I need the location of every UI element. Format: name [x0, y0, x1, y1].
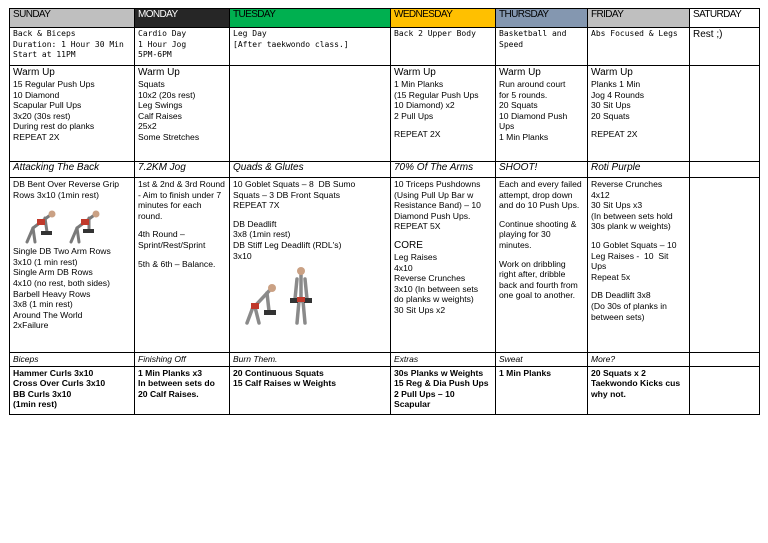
text-line: 1 Min Planks	[499, 131, 549, 142]
text-line: 1 Min Planks	[499, 367, 552, 378]
text-line: why not.	[591, 388, 626, 399]
text-line: DB Deadlift	[233, 218, 277, 229]
text-line: 5PM-6PM	[138, 50, 172, 60]
text-line: Diamond Push Ups.	[394, 210, 471, 221]
text-line: (1min rest)	[13, 399, 57, 410]
text-line: Scapular Pull Ups	[13, 100, 82, 111]
text-line: Planks 1 Min	[591, 79, 641, 89]
text-line: Ups	[499, 121, 515, 132]
text-line: (In between sets hold	[591, 210, 673, 221]
text-line: Work on dribbling right after, dribble back and fourth from one goal to another.	[499, 258, 581, 301]
header-row	[10, 9, 760, 28]
subsection-title-saturday	[690, 353, 760, 367]
text-line: Jog 4 Rounds	[591, 89, 645, 100]
text-line: (Using Pull Up Bar w	[394, 189, 474, 200]
section-title-thursday: SHOOT!	[496, 162, 588, 178]
saturday-warmup	[690, 66, 760, 162]
text-line: 20 Squats	[499, 100, 538, 111]
text-line: During rest do planks	[13, 121, 95, 132]
warmup-heading: Warm Up	[499, 67, 541, 78]
overview-row	[10, 28, 760, 66]
section-title-saturday	[690, 162, 760, 178]
text-line: 10x2 (20s rest)	[138, 89, 196, 100]
sunday-finisher	[10, 366, 135, 414]
text-line: Single Arm DB Rows	[13, 267, 93, 278]
friday-main	[588, 178, 690, 353]
text-line: REPEAT 2X	[13, 131, 60, 142]
tuesday-overview	[230, 28, 391, 66]
text-line: 4x12	[591, 189, 610, 200]
text-line: 1st & 2nd & 3rd Round - Aim to finish under 7 minutes for each round.	[138, 179, 228, 221]
text-line: 20 Squats x 2	[591, 367, 646, 378]
text-line: Taekwondo Kicks cus	[591, 378, 681, 389]
text-line: Back & Biceps	[13, 29, 76, 38]
text-line: 15 Regular Push Ups	[13, 79, 95, 89]
blank-line	[591, 232, 686, 240]
text-line: 30s plank w weights)	[591, 221, 671, 232]
text-line: 15 Reg & Dia Push Ups	[394, 378, 489, 389]
text-line: Reverse Crunches	[591, 179, 663, 189]
thursday-overview	[496, 28, 588, 66]
header-sunday: SUNDAY	[10, 9, 135, 28]
monday-warmup	[135, 66, 230, 162]
blank-line	[591, 121, 686, 129]
text-line: 5th & 6th – Balance.	[138, 258, 216, 269]
subsection-title-monday: Finishing Off	[135, 353, 230, 367]
text-line: DB Bent Over Reverse Grip	[13, 179, 120, 189]
text-line: Calf Raises	[138, 110, 182, 121]
warmup-row	[10, 66, 760, 162]
tuesday-main	[230, 178, 391, 353]
text-line: Start at 11PM	[13, 50, 76, 60]
text-line: DB Deadlift 3x8	[591, 290, 651, 301]
section-title-friday: Roti Purple	[588, 162, 690, 178]
text-line: (15 Regular Push Ups	[394, 89, 479, 100]
wednesday-overview	[391, 28, 496, 66]
thursday-main	[496, 178, 588, 353]
text-line: 3x8 (1 min rest)	[13, 299, 73, 310]
text-line: 2 Pull Ups	[394, 110, 434, 121]
text-line: Scapular	[394, 399, 431, 410]
warmup-heading: Warm Up	[13, 67, 55, 78]
blank-line	[394, 121, 492, 129]
text-line: Squats	[138, 79, 165, 89]
text-line: 2xFailure	[13, 320, 49, 331]
text-line: Basketball and	[499, 29, 567, 38]
wednesday-main	[391, 178, 496, 353]
text-line: Hammer Curls 3x10	[13, 367, 94, 378]
text-line: BB Curls 3x10	[13, 388, 72, 399]
text-line: Reverse Crunches	[394, 273, 466, 284]
text-line: 30s Planks w Weights	[394, 367, 484, 378]
saturday-finisher	[690, 366, 760, 414]
friday-finisher	[588, 366, 690, 414]
section-title-sunday: Attacking The Back	[10, 162, 135, 178]
text-line: 3x10 (1 min rest)	[13, 256, 78, 267]
main-workout-row	[10, 178, 760, 353]
thursday-finisher	[496, 366, 588, 414]
text-line: [After taekwondo class.]	[233, 39, 349, 49]
text-line: Leg Raises - 10 Sit Ups	[591, 250, 671, 272]
text-line: 1 Min Planks	[394, 79, 444, 89]
subsection-title-sunday: Biceps	[10, 353, 135, 367]
text-line: 25x2	[138, 121, 157, 132]
tuesday-finisher	[230, 366, 391, 414]
finisher-row	[10, 366, 760, 414]
text-line: Around The World	[13, 309, 83, 320]
text-line: Leg Day	[233, 29, 267, 38]
workout-schedule-table	[9, 8, 760, 415]
deadlift-illustration	[239, 265, 319, 327]
text-line: Duration: 1 Hour 30 Min	[13, 39, 124, 49]
subsection-title-tuesday: Burn Them.	[230, 353, 391, 367]
header-monday: MONDAY	[135, 9, 230, 28]
warmup-heading: Warm Up	[394, 67, 436, 78]
wednesday-finisher	[391, 366, 496, 414]
text-line: do planks w weights)	[394, 294, 474, 305]
blank-line	[233, 211, 387, 219]
monday-finisher	[135, 366, 230, 414]
saturday-main	[690, 178, 760, 353]
blank-line	[591, 282, 686, 290]
text-line: Rows 3x10 (1min rest)	[13, 189, 99, 200]
text-line: 10 Goblet Squats – 8 DB Sumo	[233, 179, 356, 189]
text-line: Cardio Day	[138, 29, 187, 38]
text-line: Leg Swings	[138, 100, 183, 111]
header-wednesday: WEDNESDAY	[391, 9, 496, 28]
tuesday-warmup	[230, 66, 391, 162]
text-line: 20 Squats	[591, 110, 630, 121]
text-line: 10 Diamond Push	[499, 110, 568, 121]
header-saturday: SATURDAY	[690, 9, 760, 28]
text-line: DB Stiff Leg Deadlift (RDL's)	[233, 239, 342, 250]
section-title-row	[10, 162, 760, 178]
text-line: REPEAT 5X	[394, 221, 441, 232]
text-line: 30 Sit Ups x2	[394, 304, 446, 315]
blank-line	[394, 232, 492, 240]
saturday-overview	[690, 28, 760, 66]
blank-line	[499, 211, 584, 219]
text-line: 3x8 (1min rest)	[233, 229, 291, 240]
wednesday-warmup	[391, 66, 496, 162]
text-line: In between sets do	[138, 378, 215, 389]
monday-main	[135, 178, 230, 353]
sunday-warmup	[10, 66, 135, 162]
text-line: 10 Triceps Pushdowns	[394, 179, 481, 189]
monday-overview	[135, 28, 230, 66]
text-line: Some Stretches	[138, 131, 200, 142]
text-line: Cross Over Curls 3x10	[13, 378, 106, 389]
subsection-title-row	[10, 353, 760, 367]
text-line: 4x10 (no rest, both sides)	[13, 277, 110, 288]
text-line: 30 Sit Ups	[591, 100, 631, 111]
friday-overview	[588, 28, 690, 66]
text-line: REPEAT 2X	[591, 129, 638, 140]
friday-warmup	[588, 66, 690, 162]
thursday-warmup	[496, 66, 588, 162]
text-line: Squats – 3 DB Front Squats	[233, 189, 341, 200]
text-line: Rest ;)	[693, 29, 723, 40]
header-thursday: THURSDAY	[496, 9, 588, 28]
text-line: 20 Calf Raises.	[138, 388, 199, 399]
text-line: Single DB Two Arm Rows	[13, 246, 111, 257]
text-line: Continue shooting & playing for 30 minutes.	[499, 218, 579, 250]
text-line: 3x10 (In between sets	[394, 283, 479, 294]
text-line: 10 Diamond	[13, 89, 60, 100]
text-line: Each and every failed attempt, drop down and do 10 Push Ups.	[499, 179, 585, 211]
text-line: 10 Goblet Squats – 10	[591, 239, 677, 250]
blank-line	[499, 251, 584, 259]
text-line: 10 Diamond) x2	[394, 100, 455, 111]
text-line: Back 2 Upper Body	[394, 29, 476, 38]
header-tuesday: TUESDAY	[230, 9, 391, 28]
text-line: Leg Raises	[394, 251, 437, 262]
text-line: Repeat 5x	[591, 271, 631, 282]
subsection-title-thursday: Sweat	[496, 353, 588, 367]
blank-line	[138, 221, 226, 229]
core-heading: CORE	[394, 239, 423, 251]
text-line: Abs Focused & Legs	[591, 29, 678, 38]
text-line: 4x10	[394, 262, 413, 273]
text-line: 15 Calf Raises w Weights	[233, 378, 337, 389]
text-line: 3x10	[233, 250, 252, 261]
blank-line	[138, 251, 226, 259]
text-line: Barbell Heavy Rows	[13, 288, 91, 299]
bent-over-row-illustration	[19, 204, 107, 244]
text-line: for 5 rounds.	[499, 89, 548, 100]
text-line: 1 Hour Jog	[138, 39, 187, 49]
text-line: between sets)	[591, 311, 645, 322]
header-friday: FRIDAY	[588, 9, 690, 28]
text-line: Speed	[499, 39, 524, 49]
section-title-wednesday: 70% Of The Arms	[391, 162, 496, 178]
text-line: REPEAT 7X	[233, 200, 280, 211]
text-line: REPEAT 2X	[394, 129, 441, 140]
text-line: 30 Sit Ups x3	[591, 200, 643, 211]
section-title-tuesday: Quads & Glutes	[230, 162, 391, 178]
subsection-title-wednesday: Extras	[391, 353, 496, 367]
warmup-heading: Warm Up	[138, 67, 180, 78]
text-line: (Do 30s of planks in	[591, 300, 667, 311]
text-line: Run around court	[499, 79, 566, 89]
section-title-monday: 7.2KM Jog	[135, 162, 230, 178]
text-line: 4th Round – Sprint/Rest/Sprint	[138, 229, 206, 250]
text-line: 1 Min Planks x3	[138, 367, 203, 378]
text-line: 2 Pull Ups – 10	[394, 388, 455, 399]
sunday-overview	[10, 28, 135, 66]
sunday-main	[10, 178, 135, 353]
subsection-title-friday: More?	[588, 353, 690, 367]
warmup-heading: Warm Up	[591, 67, 633, 78]
text-line: 20 Continuous Squats	[233, 367, 324, 378]
text-line: 3x20 (30s rest)	[13, 110, 71, 121]
text-line: Resistance Band) – 10	[394, 200, 481, 211]
